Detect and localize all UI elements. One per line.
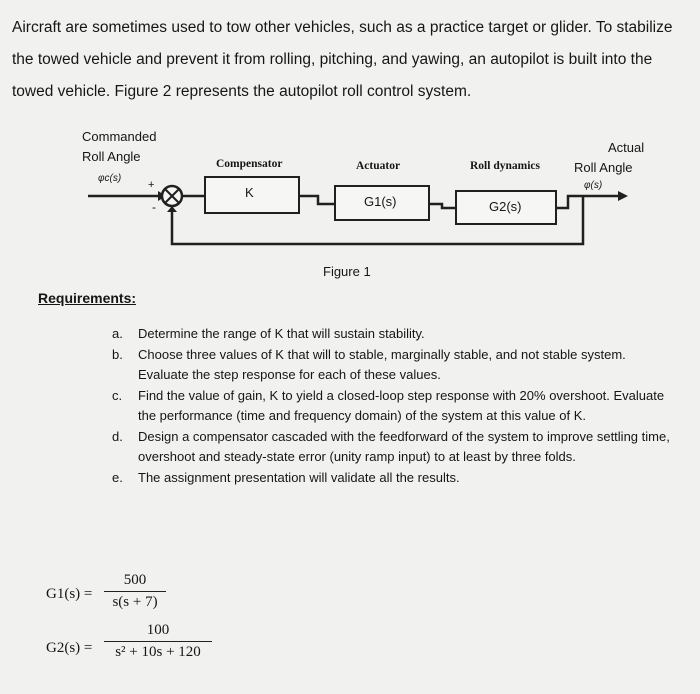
intro-line-1: Aircraft are sometimes used to tow other vehicles, such as a practice target or glider. To stabilize	[12, 19, 673, 36]
requirement-e-text: The assignment presentation will validate all the results.	[138, 469, 460, 485]
input-label-line-1: Commanded	[82, 129, 157, 144]
output-label-line-1: Actual	[608, 140, 645, 155]
requirement-b-text: Choose three values of K that will to stable, marginally stable, and not stable system. Evaluate the step response for each of these values.	[138, 346, 626, 382]
input-signal-label: φc(s)	[98, 173, 122, 184]
output-label-line-2: Roll Angle	[574, 160, 633, 175]
plant-transfer-function: G2(s)	[489, 199, 522, 214]
g2-denominator: s² + 10s + 120	[115, 644, 201, 660]
requirement-a-text: Determine the range of K that will sustain stability.	[138, 326, 425, 341]
g2-numerator: 100	[146, 622, 170, 638]
requirement-c-text: Find the value of gain, K to yield a closed-loop step response with 20% overshoot. Evaluate the performance (time and frequency domain) of the system at this value of K.	[138, 387, 665, 423]
intro-line-3: towed vehicle. Figure 2 represents the autopilot roll control system.	[12, 83, 472, 100]
compensator-title: Compensator	[216, 158, 283, 170]
g2-equation-lhs: G2(s) =	[46, 640, 93, 656]
requirement-e-marker: e.	[112, 469, 123, 485]
requirement-b-marker: b.	[112, 346, 123, 362]
output-signal-label: φ(s)	[584, 180, 603, 191]
compensator-gain: K	[245, 185, 254, 200]
actuator-transfer-function: G1(s)	[364, 194, 397, 209]
actuator-title: Actuator	[356, 160, 401, 172]
requirement-d-marker: d.	[112, 428, 123, 444]
input-label-line-2: Roll Angle	[82, 149, 141, 164]
g1-numerator: 500	[123, 572, 147, 588]
figure-caption: Figure 1	[323, 264, 371, 279]
requirement-d-text: Design a compensator cascaded with the feedforward of the system to improve settling time, overshoot and steady-state error (unity ramp input) to at least by three folds.	[138, 428, 670, 464]
requirement-c-marker: c.	[112, 387, 123, 403]
requirement-a-marker: a.	[112, 326, 123, 341]
g1-equation-lhs: G1(s) =	[46, 586, 93, 602]
g1-denominator: s(s + 7)	[112, 594, 158, 610]
g1-fraction	[104, 572, 166, 611]
plant-title: Roll dynamics	[470, 160, 540, 172]
plus-sign: +	[148, 179, 155, 191]
requirements-heading: Requirements:	[38, 290, 137, 306]
intro-line-2: the towed vehicle and prevent it from rolling, pitching, and yawing, an autopilot is built into the	[12, 51, 653, 68]
minus-sign: -	[152, 200, 156, 214]
g2-fraction	[104, 622, 212, 661]
